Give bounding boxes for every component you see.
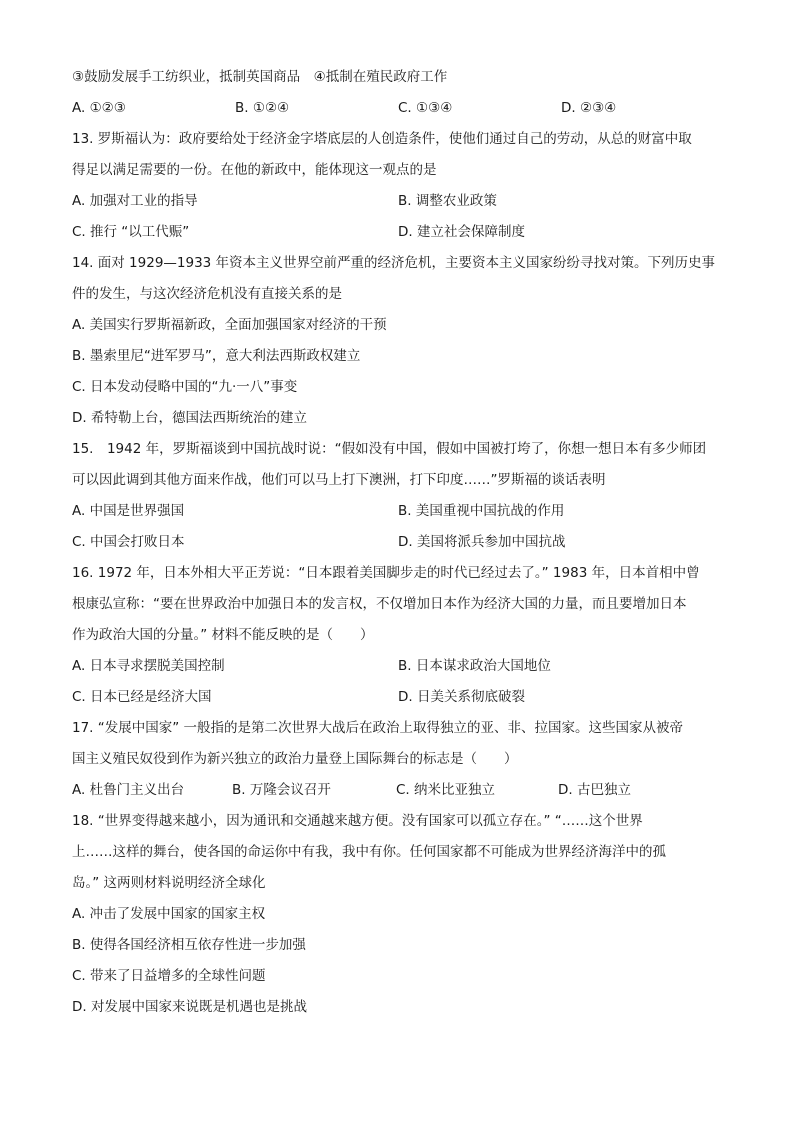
q14-stem-line-2: 件的发生，与这次经济危机没有直接关系的是 xyxy=(72,286,342,302)
q17-option-b[interactable]: B. 万隆会议召开 xyxy=(232,782,331,798)
q15-stem-line-1: 15. 1942 年，罗斯福谈到中国抗战时说：“假如没有中国，假如中国被打垮了，你想一想日本有多少师团 xyxy=(72,441,707,457)
q15-option-c[interactable]: C. 中国会打败日本 xyxy=(72,534,185,550)
q13-option-c[interactable]: C. 推行 “以工代赈” xyxy=(72,224,190,240)
q13-options-row-1 xyxy=(72,186,724,217)
q15-option-d[interactable]: D. 美国将派兵参加中国抗战 xyxy=(398,534,566,550)
q18-stem-line-1: 18. “世界变得越来越小，因为通讯和交通越来越方便。没有国家可以孤立存在。” “……这个世界 xyxy=(72,813,643,829)
q18-option-b[interactable]: B. 使得各国经济相互依存性进一步加强 xyxy=(72,937,306,953)
q16-stem-line-2: 根康弘宣称：“要在世界政治中加强日本的发言权，不仅增加日本作为经济大国的力量，而且要增加日本 xyxy=(72,596,687,612)
q15-options-row-2 xyxy=(72,527,724,558)
q12-option-d[interactable]: D. ②③④ xyxy=(561,100,617,116)
q17-stem-line-1: 17. “发展中国家” 一般指的是第二次世界大战后在政治上取得独立的亚、非、拉国家。这些国家从被帝 xyxy=(72,720,684,736)
q16-options-row-2 xyxy=(72,682,724,713)
q12-option-b[interactable]: B. ①②④ xyxy=(235,100,290,116)
q17-option-c[interactable]: C. 纳米比亚独立 xyxy=(396,782,496,798)
q15-option-a[interactable]: A. 中国是世界强国 xyxy=(72,503,185,519)
q15-stem-line-2: 可以因此调到其他方面来作战，他们可以马上打下澳洲，打下印度……”罗斯福的谈话表明 xyxy=(72,472,606,488)
q16-option-a[interactable]: A. 日本寻求摆脱美国控制 xyxy=(72,658,225,674)
q14-stem-line-1: 14. 面对 1929—1933 年资本主义世界空前严重的经济危机，主要资本主义国家纷纷寻找对策。下列历史事 xyxy=(72,255,716,271)
q14-option-c[interactable]: C. 日本发动侵略中国的“九·一八”事变 xyxy=(72,379,298,395)
q13-option-b[interactable]: B. 调整农业政策 xyxy=(398,193,497,209)
q14-option-b[interactable]: B. 墨索里尼“进军罗马”，意大利法西斯政权建立 xyxy=(72,348,361,364)
q16-option-d[interactable]: D. 日美关系彻底破裂 xyxy=(398,689,525,705)
exam-page xyxy=(72,62,724,1023)
q18-option-a[interactable]: A. 冲击了发展中国家的国家主权 xyxy=(72,906,266,922)
q16-option-b[interactable]: B. 日本谋求政治大国地位 xyxy=(398,658,551,674)
q14-option-a[interactable]: A. 美国实行罗斯福新政，全面加强国家对经济的干预 xyxy=(72,317,387,333)
q15-option-b[interactable]: B. 美国重视中国抗战的作用 xyxy=(398,503,565,519)
q16-stem-line-1: 16. 1972 年，日本外相大平正芳说：“日本跟着美国脚步走的时代已经过去了。” 1983 年，日本首相中曾 xyxy=(72,565,700,581)
q18-option-c[interactable]: C. 带来了日益增多的全球性问题 xyxy=(72,968,266,984)
q18-stem-line-3: 岛。” 这两则材料说明经济全球化 xyxy=(72,875,266,891)
q14-option-d[interactable]: D. 希特勒上台，德国法西斯统治的建立 xyxy=(72,410,307,426)
q12-option-c[interactable]: C. ①③④ xyxy=(398,100,453,116)
q17-stem-line-2: 国主义殖民奴役到作为新兴独立的政治力量登上国际舞台的标志是（ ） xyxy=(72,751,518,767)
q12-continuation: ③鼓励发展手工纺织业，抵制英国商品 ④抵制在殖民政府工作 xyxy=(72,69,448,85)
q17-option-d[interactable]: D. 古巴独立 xyxy=(558,782,631,798)
q12-option-a[interactable]: A. ①②③ xyxy=(72,100,126,116)
q17-options xyxy=(72,775,724,806)
q12-options xyxy=(72,93,724,124)
q16-option-c[interactable]: C. 日本已经是经济大国 xyxy=(72,689,212,705)
q18-stem-line-2: 上……这样的舞台，使各国的命运你中有我，我中有你。任何国家都不可能成为世界经济海洋中的孤 xyxy=(72,844,666,860)
q13-option-d[interactable]: D. 建立社会保障制度 xyxy=(398,224,525,240)
q16-options-row-1 xyxy=(72,651,724,682)
q18-option-d[interactable]: D. 对发展中国家来说既是机遇也是挑战 xyxy=(72,999,307,1015)
q13-stem-line-1: 13. 罗斯福认为：政府要给处于经济金字塔底层的人创造条件，使他们通过自己的劳动，从总的财富中取 xyxy=(72,131,692,147)
q13-stem-line-2: 得足以满足需要的一份。在他的新政中，能体现这一观点的是 xyxy=(72,162,437,178)
q16-stem-line-3: 作为政治大国的分量。” 材料不能反映的是（ ） xyxy=(72,627,374,643)
q15-options-row-1 xyxy=(72,496,724,527)
q17-option-a[interactable]: A. 杜鲁门主义出台 xyxy=(72,782,185,798)
q13-option-a[interactable]: A. 加强对工业的指导 xyxy=(72,193,198,209)
q13-options-row-2 xyxy=(72,217,724,248)
